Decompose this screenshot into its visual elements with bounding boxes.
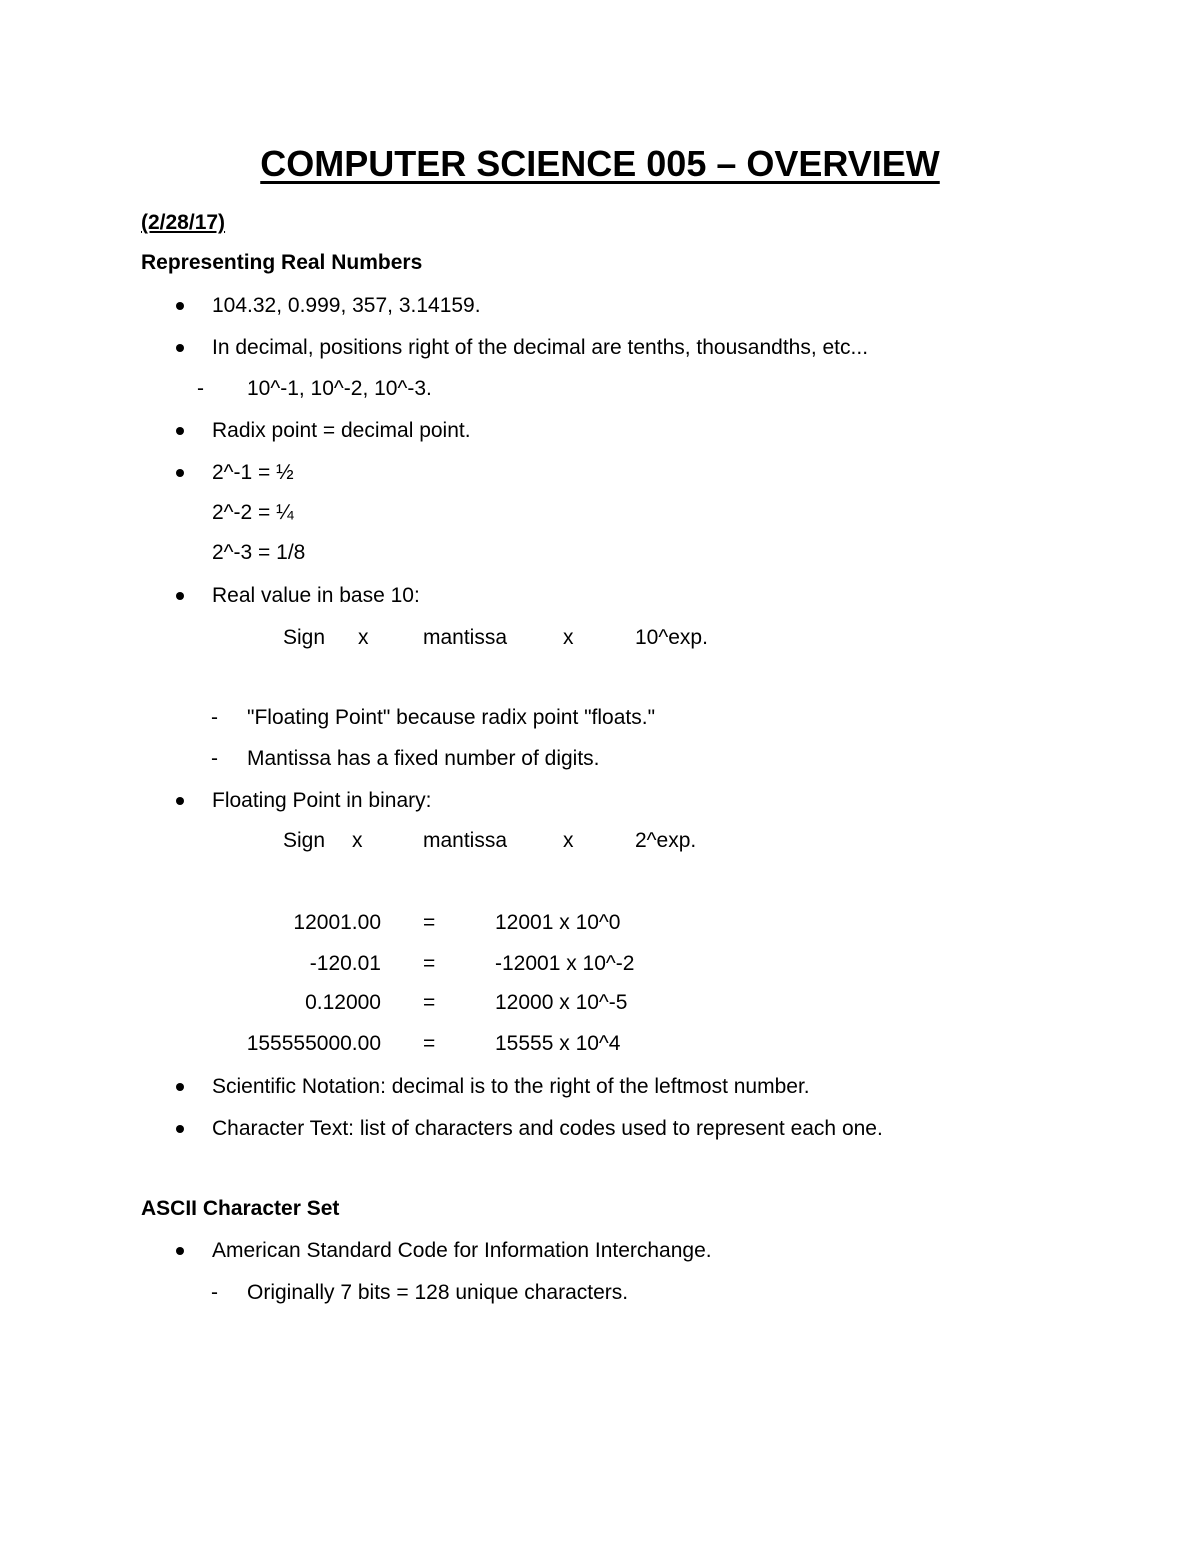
sub-list-item: "Floating Point" because radix point "floats." bbox=[247, 706, 656, 729]
list-item: 104.32, 0.999, 357, 3.14159. bbox=[212, 294, 481, 317]
list-item: Real value in base 10: bbox=[212, 584, 420, 607]
bullet-icon bbox=[176, 1247, 184, 1255]
example-right-value: 12000 x 10^-5 bbox=[495, 991, 628, 1014]
bullet-icon bbox=[176, 592, 184, 600]
formula-mantissa: mantissa bbox=[423, 829, 508, 852]
bullet-icon bbox=[176, 427, 184, 435]
formula-times: x bbox=[563, 829, 574, 852]
example-right-value: 15555 x 10^4 bbox=[495, 1032, 621, 1055]
example-left-value: 155555000.00 bbox=[246, 1032, 381, 1055]
formula-times: x bbox=[563, 626, 574, 649]
formula-exponent: 10^exp. bbox=[635, 626, 708, 649]
dash-icon: - bbox=[211, 706, 218, 729]
bullet-icon bbox=[176, 302, 184, 310]
sub-list-item: Mantissa has a fixed number of digits. bbox=[247, 747, 600, 770]
example-left-value: 12001.00 bbox=[293, 911, 381, 934]
example-left-value: -120.01 bbox=[309, 952, 381, 975]
example-equals: = bbox=[423, 1032, 436, 1055]
dash-icon: - bbox=[211, 747, 218, 770]
date-label: (2/28/17) bbox=[141, 211, 226, 234]
section-heading-real-numbers: Representing Real Numbers bbox=[141, 251, 423, 274]
bullet-icon bbox=[176, 1083, 184, 1091]
formula-sign: Sign bbox=[283, 626, 326, 649]
example-equals: = bbox=[423, 911, 436, 934]
example-left-value: 0.12000 bbox=[305, 991, 381, 1014]
list-item-continuation: 2^-3 = 1/8 bbox=[212, 541, 306, 564]
formula-times: x bbox=[352, 829, 363, 852]
bullet-icon bbox=[176, 344, 184, 352]
formula-times: x bbox=[358, 626, 369, 649]
bullet-icon bbox=[176, 469, 184, 477]
example-equals: = bbox=[423, 952, 436, 975]
dash-icon: - bbox=[197, 377, 204, 400]
bullet-icon bbox=[176, 797, 184, 805]
list-item: Floating Point in binary: bbox=[212, 789, 432, 812]
list-item: 2^-1 = ½ bbox=[212, 461, 294, 484]
formula-sign: Sign bbox=[283, 829, 326, 852]
example-right-value: -12001 x 10^-2 bbox=[495, 952, 635, 975]
section-heading-ascii: ASCII Character Set bbox=[141, 1197, 340, 1220]
page-title: COMPUTER SCIENCE 005 – OVERVIEW bbox=[260, 143, 940, 184]
list-item: Scientific Notation: decimal is to the right of the leftmost number. bbox=[212, 1075, 810, 1098]
list-item-continuation: 2^-2 = ¼ bbox=[212, 501, 294, 524]
list-item: Character Text: list of characters and codes used to represent each one. bbox=[212, 1117, 883, 1140]
formula-exponent: 2^exp. bbox=[635, 829, 697, 852]
list-item: In decimal, positions right of the decimal are tenths, thousandths, etc... bbox=[212, 336, 869, 359]
example-right-value: 12001 x 10^0 bbox=[495, 911, 621, 934]
sub-list-item: 10^-1, 10^-2, 10^-3. bbox=[247, 377, 432, 400]
dash-icon: - bbox=[211, 1281, 218, 1304]
list-item: Radix point = decimal point. bbox=[212, 419, 471, 442]
bullet-icon bbox=[176, 1125, 184, 1133]
list-item: American Standard Code for Information Interchange. bbox=[212, 1239, 712, 1262]
sub-list-item: Originally 7 bits = 128 unique characters. bbox=[247, 1281, 629, 1304]
formula-mantissa: mantissa bbox=[423, 626, 508, 649]
example-equals: = bbox=[423, 991, 436, 1014]
